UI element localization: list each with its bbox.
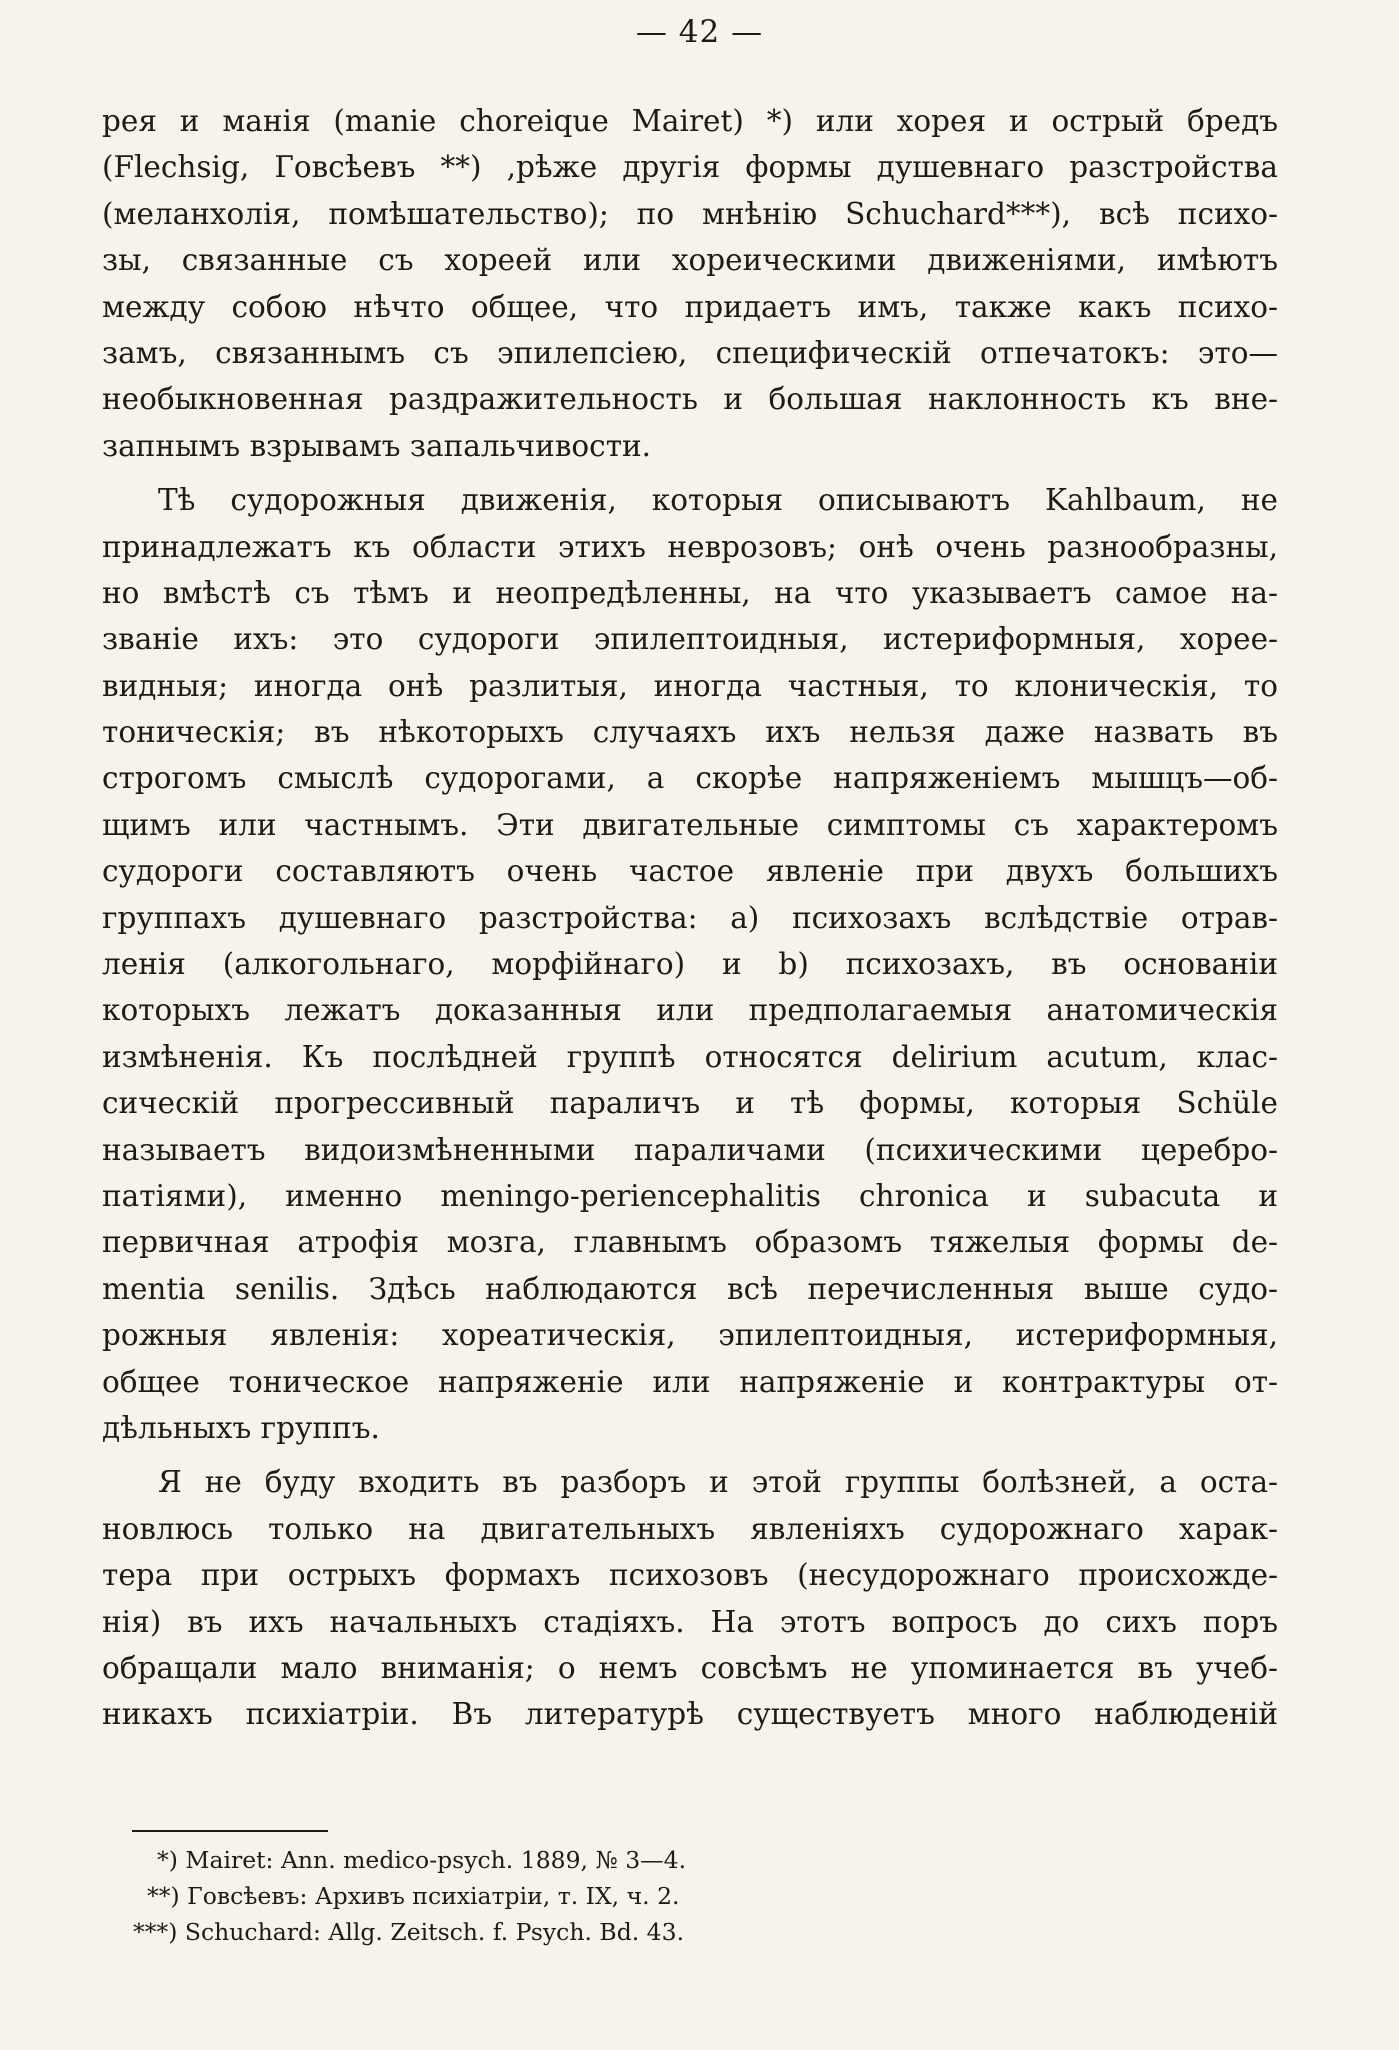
text-line: зы, связанные съ хореей или хореическими движеніями, имѣютъ <box>102 243 1278 278</box>
text-line: первичная атрофія мозга, главнымъ образомъ тяжелыя формы de- <box>102 1225 1278 1260</box>
text-line: (Flechsig, Говсѣевъ **) ,рѣже другія формы душевнаго разстройства <box>102 150 1278 185</box>
text-line: между собою нѣчто общее, что придаетъ имъ, также какъ психо- <box>102 289 1278 324</box>
footnote-schuchard: ***) Schuchard: Allg. Zeitsch. f. Psych. Bd. 43. <box>133 1918 685 1946</box>
text-line: званіе ихъ: это судороги эпилептоидныя, истериформныя, хорее- <box>102 622 1278 657</box>
footnote-separator <box>132 1830 328 1832</box>
text-line: видныя; иногда онѣ разлитыя, иногда частныя, то клоническія, то <box>102 668 1278 703</box>
text-line: группахъ душевнаго разстройства: a) психозахъ вслѣдствіе отрав- <box>102 900 1278 935</box>
text-line: рожныя явленія: хореатическія, эпилептоидныя, истериформныя, <box>102 1318 1278 1353</box>
text-line: (меланхолія, помѣшательство); по мнѣнію Schuchard***), всѣ психо- <box>102 196 1278 231</box>
text-line: необыкновенная раздражительность и большая наклонность къ вне- <box>102 382 1278 417</box>
text-line: которыхъ лежатъ доказанныя или предполагаемыя анатомическія <box>102 993 1278 1028</box>
text-line: щимъ или частнымъ. Эти двигательные симптомы съ характеромъ <box>102 807 1278 842</box>
text-line: никахъ психіатріи. Въ литературѣ существуетъ много наблюденій <box>102 1697 1278 1732</box>
body-text <box>102 98 1278 1746</box>
text-line: дѣльныхъ группъ. <box>102 1410 380 1445</box>
text-line: судороги составляютъ очень частое явленіе при двухъ большихъ <box>102 854 1278 889</box>
text-line: но вмѣстѣ съ тѣмъ и неопредѣленны, на что указываетъ самое на- <box>102 575 1278 610</box>
text-line: замъ, связаннымъ съ эпилепсіею, специфическій отпечатокъ: это— <box>102 335 1278 370</box>
text-line: ленія (алкогольнаго, морфійнаго) и b) психозахъ, въ основаніи <box>102 947 1278 982</box>
text-line: тера при острыхъ формахъ психозовъ (несудорожнаго происхожде- <box>102 1558 1278 1593</box>
footnote-mairet: *) Mairet: Ann. medico-psych. 1889, № 3—4. <box>157 1846 687 1874</box>
text-line: mentia senilis. Здѣсь наблюдаются всѣ перечисленныя выше судо- <box>102 1271 1278 1306</box>
text-line: измѣненія. Къ послѣдней группѣ относятся delirium acutum, клас- <box>102 1039 1278 1074</box>
text-line: рея и манія (manie choreique Mairet) *) или хорея и острый бредъ <box>102 104 1278 138</box>
paragraph-3 <box>102 1459 1278 1737</box>
text-line: обращали мало вниманія; о немъ совсѣмъ не упоминается въ учеб- <box>102 1650 1278 1685</box>
text-line: патіями), именно meningo-periencephalitis chronica и subacuta и <box>102 1178 1278 1213</box>
paragraph-2 <box>102 477 1278 1451</box>
text-line: новлюсь только на двигательныхъ явленіяхъ судорожнаго харак- <box>102 1511 1278 1546</box>
text-line: сическій прогрессивный параличъ и тѣ формы, которыя Schüle <box>102 1086 1278 1121</box>
text-line: запнымъ взрывамъ запальчивости. <box>102 428 652 463</box>
text-line: называетъ видоизмѣненными параличами (психическими церебро- <box>102 1132 1278 1167</box>
text-line: Тѣ судорожныя движенія, которыя описываютъ Kahlbaum, не <box>158 483 1278 518</box>
footnote-govseev: **) Говсѣевъ: Архивъ психіатріи, т. IX, ч. 2. <box>147 1882 680 1910</box>
text-line: тоническія; въ нѣкоторыхъ случаяхъ ихъ нельзя даже назвать въ <box>102 715 1278 750</box>
text-line: нія) въ ихъ начальныхъ стадіяхъ. На этотъ вопросъ до сихъ поръ <box>102 1604 1278 1639</box>
text-line: общее тоническое напряженіе или напряженіе и контрактуры от- <box>102 1364 1278 1399</box>
text-line: принадлежатъ къ области этихъ неврозовъ; онѣ очень разнообразны, <box>102 529 1278 564</box>
footnotes <box>102 1842 1002 1950</box>
text-line: Я не буду входить въ разборъ и этой группы болѣзней, а оста- <box>158 1465 1278 1500</box>
paragraph-1 <box>102 98 1278 469</box>
page-number: — 42 — <box>635 14 764 50</box>
text-line: строгомъ смыслѣ судорогами, а скорѣе напряженіемъ мышцъ—об- <box>102 761 1278 796</box>
